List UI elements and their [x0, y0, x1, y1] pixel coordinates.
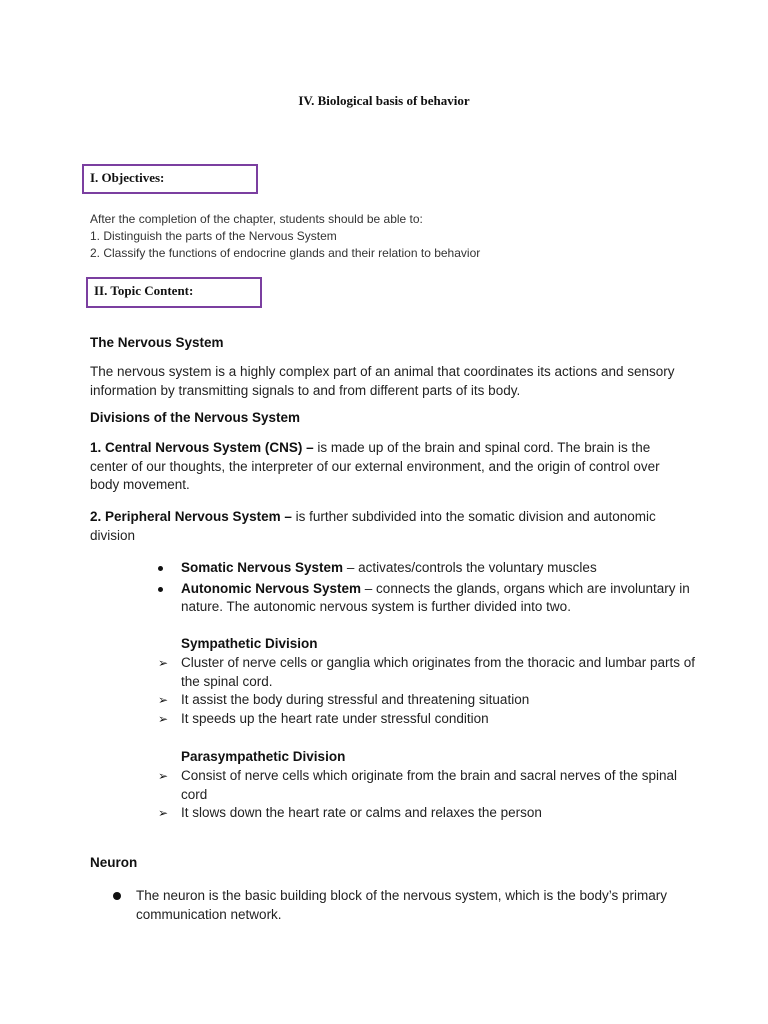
somatic-text: – activates/controls the voluntary muscles	[343, 560, 597, 575]
sympathetic-list	[158, 654, 698, 728]
list-item	[158, 580, 698, 617]
objectives-intro: After the completion of the chapter, students should be able to:	[90, 212, 423, 226]
nervous-system-paragraph: The nervous system is a highly complex part of an animal that coordinates its actions and sensory information by transmitting signals to and from different parts of its body.	[90, 364, 675, 398]
pns-paragraph	[90, 508, 690, 545]
neuron-heading: Neuron	[90, 855, 138, 870]
cns-term: 1. Central Nervous System (CNS) –	[90, 440, 314, 455]
list-item	[113, 887, 673, 924]
pns-subdivision-list	[158, 559, 698, 617]
list-item	[158, 710, 698, 729]
list-item-text: Cluster of nerve cells or ganglia which originates from the thoracic and lumbar parts of the spinal cord.	[181, 655, 695, 689]
list-item	[158, 767, 698, 804]
list-item-text: It slows down the heart rate or calms and relaxes the person	[181, 805, 542, 820]
arrow-bullet-icon: ➢	[158, 693, 169, 707]
arrow-bullet-icon: ➢	[158, 806, 169, 820]
list-item	[158, 654, 698, 691]
list-item-text: The neuron is the basic building block of the nervous system, which is the body’s primary communication network.	[136, 888, 668, 922]
cns-text: is made up of the brain and spinal cord. The brain is the center of our thoughts, the interpreter of our external environment, and the origin of control over body movement.	[90, 440, 660, 492]
arrow-bullet-icon: ➢	[158, 711, 169, 726]
list-item	[158, 804, 698, 823]
list-item	[158, 691, 698, 710]
objective-item: 1. Distinguish the parts of the Nervous System	[90, 229, 337, 243]
arrow-bullet-icon: ➢	[158, 656, 169, 670]
objectives-box	[82, 164, 258, 194]
topic-content-heading: II. Topic Content:	[94, 283, 194, 298]
pns-text: is further subdivided into the somatic division and autonomic division	[90, 509, 656, 543]
objectives-list	[90, 211, 480, 262]
topic-content-box	[86, 277, 262, 308]
sympathetic-heading: Sympathetic Division	[181, 636, 318, 651]
list-item-text: It speeds up the heart rate under stressful condition	[181, 710, 489, 726]
list-item	[158, 559, 698, 578]
bullet-icon	[158, 566, 163, 571]
list-item-text: Consist of nerve cells which originate from the brain and sacral nerves of the spinal cord	[181, 768, 677, 802]
objective-item: 2. Classify the functions of endocrine glands and their relation to behavior	[90, 246, 481, 260]
autonomic-text: – connects the glands, organs which are involuntary in nature. The autonomic nervous system is further divided into two.	[181, 580, 690, 614]
cns-paragraph	[90, 439, 690, 495]
nervous-system-heading: The Nervous System	[90, 335, 224, 350]
list-item-text: It assist the body during stressful and threatening situation	[181, 692, 530, 707]
parasympathetic-list	[158, 767, 698, 823]
bullet-icon	[113, 892, 121, 900]
arrow-bullet-icon: ➢	[158, 769, 169, 783]
divisions-heading: Divisions of the Nervous System	[90, 410, 301, 425]
bullet-icon	[158, 587, 163, 592]
neuron-list	[113, 887, 673, 924]
objectives-heading: I. Objectives:	[90, 170, 165, 185]
document-title: IV. Biological basis of behavior	[298, 93, 470, 108]
parasympathetic-heading: Parasympathetic Division	[181, 749, 346, 764]
pns-term: 2. Peripheral Nervous System –	[90, 509, 292, 524]
autonomic-term: Autonomic Nervous System	[181, 580, 362, 596]
somatic-term: Somatic Nervous System	[181, 560, 344, 575]
